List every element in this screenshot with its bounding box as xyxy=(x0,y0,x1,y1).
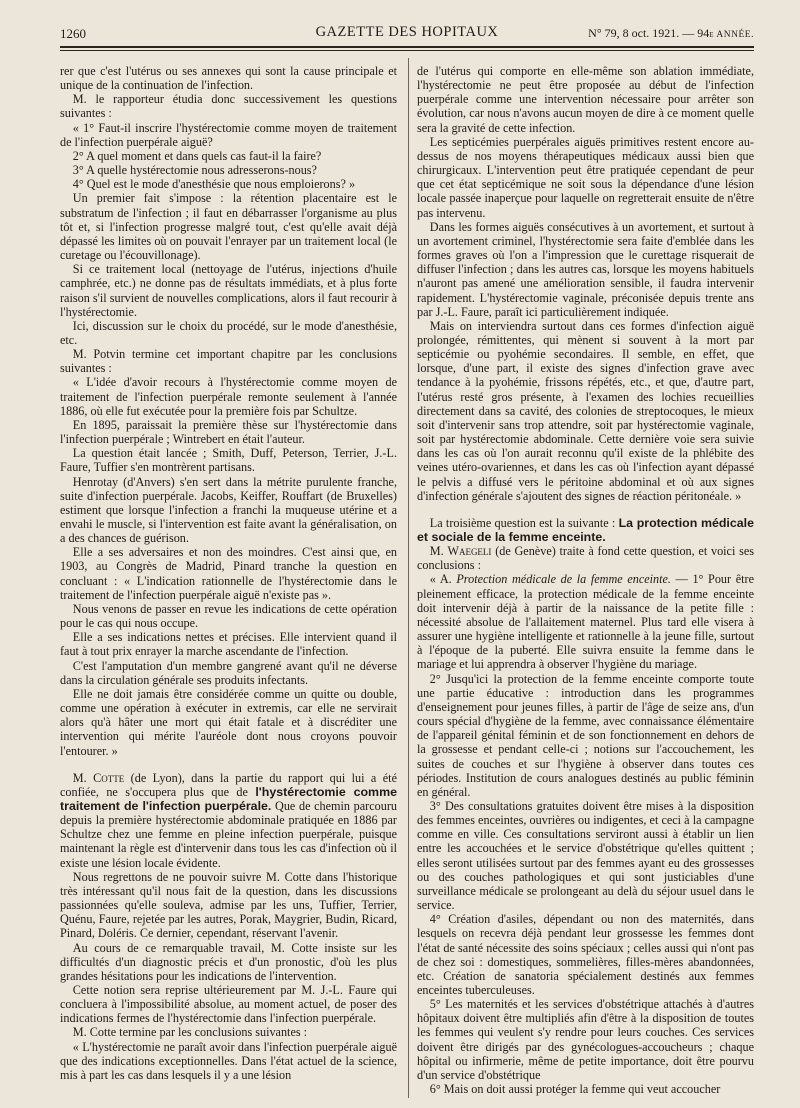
paragraph: Dans les formes aiguës consécutives à un avortement, et surtout à un avortement criminel, l'hystérectomie sera faite d'emblée dans les formes graves où l'on a l'impression que le curettage risquerait de diffuser l'infection ; dans les autres cas, lorsque les moyens habituels n'auront pas amené une amélioration sensible, il faudra intervenir rapidement. L'hystérectomie vaginale, préconisée depuis trente ans par J.-L. Faure, paraît ici particulièrement indiquée. xyxy=(417,219,754,319)
journal-title: GAZETTE DES HOPITAUX xyxy=(315,24,499,40)
paragraph: Nous venons de passer en revue les indications de cette opération pour le cas qui nous occupe. xyxy=(60,601,397,631)
topic-heading: La protection médicale et sociale de la femme enceinte. xyxy=(417,515,754,544)
text-run: « A. xyxy=(429,572,457,587)
paragraph: Elle a ses indications nettes et précises. Elle intervient quand il faut à tout prix enrayer la marche ascendante de l'infection. xyxy=(60,630,397,659)
paragraph: 4° Quel est le mode d'anesthésie que nous emploierons? » xyxy=(72,177,356,192)
header-rule-thick xyxy=(60,46,754,48)
paragraph: 4° Création d'asiles, dépendant ou non des maternités, dans lesquels on recevra déjà pendant leur grossesse les femmes dont l'état de santé nécessite des soins spéciaux ; celles aussi qui n'ont pas de chez soi : domestiques, sommelières, filles-mères abandonnées, etc. Création de sanatoria spécialement destinés aux femmes enceintes tuberculeuses. xyxy=(417,912,754,997)
paragraph: Ici, discussion sur le choix du procédé, sur le mode d'anesthésie, etc. xyxy=(60,318,397,347)
paragraph: La question était lancée ; Smith, Duff, Peterson, Terrier, J.-L. Faure, Tuffier s'en montrèrent partisans. xyxy=(60,446,397,475)
text-run: (de Lyon), dans la partie du rapport qui lui a été confiée, ne s'occupera plus que de xyxy=(60,770,397,799)
paragraph-spacer xyxy=(417,503,754,516)
paragraph: « L'idée d'avoir recours à l'hystérectomie comme moyen de traitement de l'infection puerpérale remonte seulement à l'année 1886, où elle fut exécutée pour la première fois par Schultze. xyxy=(60,375,397,418)
text-run: M. xyxy=(429,544,448,559)
paragraph: « L'hystérectomie ne paraît avoir dans l'infection puerpérale aiguë que des indications exceptionnelles. Dans l'état actuel de la science, mis à part les cas dans lesquels il y a une lésion xyxy=(60,1039,397,1082)
paragraph-section-a xyxy=(417,572,754,671)
paragraph: Elle a ses adversaires et non des moindres. C'est ainsi que, en 1903, au Congrès de Madrid, Pinard tranche la question en concluant : « L'indication rationnelle de l'hystérectomie dans le traitement de l'infection puerpérale aiguë n'existe pas ». xyxy=(60,545,397,602)
paragraph: Cette notion sera reprise ultérieurement par M. J.-L. Faure qui concluera à l'impossibilité absolue, au moment actuel, de poser des indications fermes de l'hystérectomie dans l'infection puerpérale. xyxy=(60,983,397,1026)
paragraph-spacer xyxy=(60,758,397,771)
paragraph: Les septicémies puerpérales aiguës primitives restent encore au-dessus de nos moyens thérapeutiques médicaux aussi bien que chirurgicaux. L'intervention peut être pratiquée cependant de peur que cet état septicémique ne soit sous la dépendance d'une lésion locale passée inaperçue pour laquelle on regretterait ensuite de n'être pas intervenu. xyxy=(417,134,754,220)
column-divider xyxy=(408,58,409,1098)
paragraph: de l'utérus qui comporte en elle-même son ablation immédiate, l'hystérectomie ne peut être proposée au début de l'infection puerpérale comme une intervention nécessaire pour arrêter son évolution, car nous n'avons aucun moyen de dire à ce moment quelle sera la gravité de cette infection. xyxy=(417,64,754,135)
paragraph: M. Cotte termine par les conclusions suivantes : xyxy=(72,1025,308,1040)
header-rule-thin xyxy=(60,50,754,51)
paragraph: Nous regrettons de ne pouvoir suivre M. Cotte dans l'historique très intéressant qu'il nous fait de la question, dans les discussions passionnées qu'elle souleva, admise par les uns, Tuffier, Terrier, Quénu, Faure, rejetée par les autres, Porak, Maygrier, Budin, Ricard, Pinard, Doléris. Ce dernier, cependant, réservant l'avenir. xyxy=(60,869,397,941)
paragraph: C'est l'amputation d'un membre gangrené avant qu'il ne déverse dans la circulation générale ses produits infectants. xyxy=(60,658,397,687)
paragraph-cotte xyxy=(60,771,397,870)
paragraph: M. Potvin termine cet important chapitre par les conclusions suivantes : xyxy=(60,347,397,376)
left-column xyxy=(60,64,397,1082)
paragraph: 6° Mais on doit aussi protéger la femme qui veut accoucher xyxy=(429,1082,721,1097)
paragraph: En 1895, paraissait la première thèse sur l'hystérectomie dans l'infection puerpérale ; Wintrebert en était l'auteur. xyxy=(60,417,397,447)
author-name: Waegeli xyxy=(447,544,492,559)
text-run: (de Genève) traite à fond cette question, et voici ses conclusions : xyxy=(417,544,754,573)
issue-number-date: N° 79, 8 oct. 1921. — 94 xyxy=(588,26,710,40)
paragraph: 2° A quel moment et dans quels cas faut-il la faire? xyxy=(72,148,322,163)
paragraph: « 1° Faut-il inscrire l'hystérectomie comme moyen de traitement de l'infection puerpérale aiguë? xyxy=(60,120,397,149)
text-run: M. xyxy=(72,770,94,785)
issue-year-suffix: e ANNÉE. xyxy=(709,30,754,40)
paragraph: rer que c'est l'utérus ou ses annexes qui sont la cause principale et unique de la continuation de l'infection. xyxy=(60,64,397,93)
paragraph: M. le rapporteur étudia donc successivement les questions suivantes : xyxy=(60,92,397,121)
paragraph: Elle ne doit jamais être considérée comme un quitte ou double, comme une opération à exécuter in extremis, car elle ne servirait alors qu'à hâter une mort qui était fatale et à discréditer une intervention qui mérite l'auréole dont nous croyons pouvoir l'entourer. » xyxy=(60,686,397,758)
page-header xyxy=(60,22,754,44)
paragraph: 3° A quelle hystérectomie nous adresserons-nous? xyxy=(72,163,317,178)
paragraph: Un premier fait s'impose : la rétention placentaire est le substratum de l'infection ; il faut en débarrasser l'organisme au plus tôt et, si l'infection progresse malgré tout, c'est qu'elle avait déjà dépassé les limites où on pouvait l'enrayer par un traitement local (le curetage ou l'écouvillonage). xyxy=(60,191,397,263)
issue-info xyxy=(588,26,754,41)
section-title: Protection médicale de la femme enceinte. xyxy=(456,572,671,587)
paragraph-question-three xyxy=(417,516,754,544)
right-column xyxy=(417,64,754,1096)
paragraph: Au cours de ce remarquable travail, M. Cotte insiste sur les difficultés d'un diagnostic précis et d'un pronostic, d'où les plus grandes hésitations pour les indications de l'intervention. xyxy=(60,940,397,983)
paragraph: 5° Les maternités et les services d'obstétrique attachés à d'autres hôpitaux doivent être multipliés afin d'être à la disposition de toutes les femmes qui veulent s'y rendre pour leurs couches. Ces services doivent être dirigés par des gynécologues-accoucheurs ; chaque hôpital ou infirmerie, même de petite importance, doit être pourvu d'un service d'obstétrique xyxy=(417,997,754,1082)
paragraph: Si ce traitement local (nettoyage de l'utérus, injections d'huile camphrée, etc.) ne donne pas de résultats immédiats, et à plus forte raison s'il survient de nouvelles complications, alors il faut recourir à l'hystérectomie. xyxy=(60,262,397,319)
text-run: La troisième question est la suivante : xyxy=(429,515,619,530)
page-number: 1260 xyxy=(60,26,86,41)
paragraph: Mais on interviendra surtout dans ces formes d'infection aiguë prolongée, rémittentes, qui mènent si souvent à la mort par septicémie ou pyohémie secondaires. Il semble, en effet, que lorsque, d'une part, il existe des signes d'infection grave avec tendance à la pyohémie, frissons répétés, etc., et que, d'autre part, l'utérus resté gros présente, à l'examen des lochies recueillies directement dans sa cavité, des colonies de streptocoques, le mieux soit d'intervenir sans trop attendre, soit par hystérectomie vaginale, soit par hystérectomie abdominale. Cette dernière voie sera suivie dans les cas où l'on aurait reconnu qu'il existe de la phlébite des veines utéro-ovariennes, et dans les cas où l'infection ayant dépassé le pelvis a diffusé vers le péritoine abdominal et où aux signes d'infection générale s'ajoutent des signes de réaction péritonéale. » xyxy=(417,318,754,503)
paragraph: 2° Jusqu'ici la protection de la femme enceinte comporte toute une partie éducative : introduction dans les programmes d'enseignement pour jeunes filles, à partir de l'âge de seize ans, d'un cours spécial d'hygiène de la femme, avec connaissance élémentaire de l'appareil génital féminin et de son fonctionnement en dehors de la grossesse et pendant celle-ci ; notions sur l'accouchement, les suites de couches et sur l'hygiène à observer dans toutes ces périodes. Institution de cours analogues destinés au public féminin en général. xyxy=(417,671,754,799)
paragraph-waegeli xyxy=(417,544,754,572)
text-run: Que de chemin parcouru depuis la première hystérectomie abdominale pratiquée en 1886 par Schultze chez une femme en pleine infection puerpérale, puisque maintenant la règle est d'intervenir dans tous les cas d'infection où il existe une lésion locale évidente. xyxy=(60,798,397,870)
paragraph: 3° Des consultations gratuites doivent être mises à la disposition des femmes enceintes, ouvrières ou indigentes, et ceci à la campagne comme en ville. Ces consultations serviront aussi à établir un lien entre les accouchées et le service d'obstétrique qu'elles quittent ; elles seront utilisées surtout par des femmes ayant eu des grossesses ou des couches pathologiques et qui sont justiciables d'une surveillance médicale se prolongeant au delà du séjour usuel dans le service. xyxy=(417,798,754,913)
author-name: Cotte xyxy=(93,770,125,785)
paragraph: Henrotay (d'Anvers) s'en sert dans la métrite purulente franche, suite d'infection puerpérale. Jacobs, Keiffer, Rouffart (de Bruxelles) estiment que lorsque l'infection a franchi la muqueuse utérine et a envahi le muscle, si l'intervention est faite avant la généralisation, on a des chances de guérison. xyxy=(60,474,397,546)
topic-heading: l'hystérectomie comme traitement de l'infection puerpérale. xyxy=(60,784,397,813)
text-run: — 1° Pour être pleinement efficace, la protection médicale de la femme enceinte doit intervenir déjà à partir de la naissance de la petite fille : nécessité absolue de l'allaitement maternel. Plus tard elle visera à assurer une hygiène intelligente et rationnelle à la jeune fille, surtout à l'époque de la puberté. Elle suivra ensuite la femme dans le mariage et lui apprendra à observer l'hygiène du mariage. xyxy=(417,572,754,672)
